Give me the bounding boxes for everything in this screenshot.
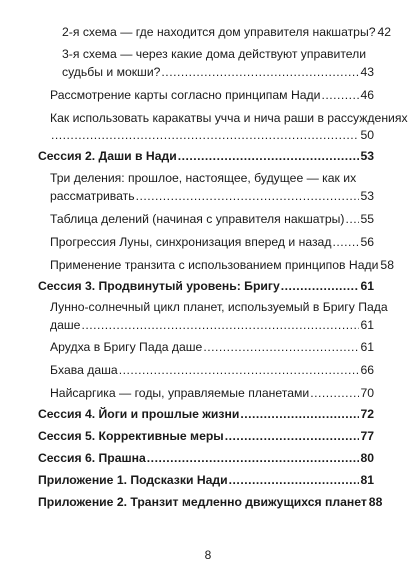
toc-page-number: 46	[360, 88, 374, 102]
toc-leader	[178, 147, 360, 165]
toc-leader	[161, 63, 359, 81]
toc-appendix-entry[interactable]	[38, 471, 374, 489]
toc-entry-title-line: Лунно-солнечный цикл планет, используемый в Бригу Пада	[50, 300, 388, 314]
toc-leader	[51, 126, 359, 144]
toc-entry-title: Найсаргика — годы, управляемые планетами	[50, 386, 310, 400]
toc-page-number: 88	[368, 495, 383, 509]
toc-entry[interactable]	[50, 210, 374, 228]
toc-page-number: 55	[360, 212, 374, 226]
toc-entry[interactable]	[50, 187, 374, 205]
toc-entry-title: Рассмотрение карты согласно принципам Нади	[50, 88, 321, 102]
toc-leader	[332, 233, 359, 251]
toc-entry[interactable]	[50, 126, 374, 144]
toc-entry[interactable]	[50, 384, 374, 402]
toc-entry[interactable]	[50, 316, 374, 334]
toc-entry-title-line: 3-я схема — через какие дома действуют управители	[62, 47, 367, 61]
toc-leader	[225, 427, 360, 445]
toc-page-number: 66	[360, 363, 374, 377]
toc-leader	[310, 384, 359, 402]
toc-entry-title: Прогрессия Луны, синхронизация вперед и назад	[50, 235, 332, 249]
toc-entry[interactable]	[50, 256, 394, 274]
toc-entry[interactable]	[50, 361, 374, 379]
toc-leader	[81, 316, 359, 334]
toc-section-entry[interactable]	[38, 427, 374, 445]
toc-section-title: Сессия 6. Прашна	[38, 451, 146, 465]
toc-entry[interactable]	[62, 23, 392, 41]
toc-page-number: 61	[360, 318, 374, 332]
toc-entry[interactable]	[50, 338, 374, 356]
toc-section-entry[interactable]	[38, 147, 374, 165]
toc-entry[interactable]	[50, 86, 374, 104]
toc-page-number: 70	[360, 386, 374, 400]
toc-page-number: 56	[360, 235, 374, 249]
toc-section-entry[interactable]	[38, 405, 374, 423]
toc-page-number: 77	[360, 429, 374, 443]
toc-entry-title: Таблица делений (начиная с управителя накшатры)	[50, 212, 345, 226]
toc-entry-title: Применение транзита с использованием принципов Нади	[50, 258, 379, 272]
toc-entry-title: 2-я схема — где находится дом управителя накшатры?	[62, 25, 376, 39]
toc-section-entry[interactable]	[38, 277, 374, 295]
toc-section-title: Сессия 4. Йоги и прошлые жизни	[38, 407, 240, 421]
toc-entry-title: судьбы и мокши?	[62, 65, 161, 79]
toc-section-title: Сессия 5. Коррективные меры	[38, 429, 224, 443]
toc-page-number: 81	[360, 473, 374, 487]
toc-leader	[147, 449, 360, 467]
toc-page-number: 61	[360, 279, 374, 293]
toc-page-number: 61	[360, 340, 374, 354]
toc-page-number: 42	[377, 25, 392, 39]
toc-leader	[345, 210, 359, 228]
toc-leader	[281, 277, 360, 295]
toc-page-number: 50	[360, 128, 374, 142]
toc-appendix-title: Приложение 2. Транзит медленно движущихся планет	[38, 495, 367, 509]
toc-entry-title-line: Три деления: прошлое, настоящее, будущее — как их	[50, 171, 357, 185]
toc-leader	[203, 338, 359, 356]
toc-page-number: 53	[360, 149, 374, 163]
toc-leader	[229, 471, 360, 489]
toc-entry-title: рассматривать	[50, 189, 135, 203]
toc-appendix-title: Приложение 1. Подсказки Нади	[38, 473, 228, 487]
toc-entry-title-line: Как использовать каракатвы учча и нича раши в рассуждениях	[50, 111, 408, 125]
toc-page-number: 80	[360, 451, 374, 465]
toc-section-entry[interactable]	[38, 449, 374, 467]
toc-entry-title: Бхава даша	[50, 363, 118, 377]
toc-entry[interactable]	[62, 63, 374, 81]
toc-entry[interactable]	[50, 233, 374, 251]
toc-leader	[240, 405, 359, 423]
toc-appendix-entry[interactable]	[38, 493, 383, 511]
toc-page-number: 43	[360, 65, 374, 79]
toc-page-number: 58	[380, 258, 394, 272]
toc-leader	[136, 187, 360, 205]
toc-section-title: Сессия 3. Продвинутый уровень: Бригу	[38, 279, 280, 293]
toc-page-number: 72	[360, 407, 374, 421]
toc-page-number: 53	[360, 189, 374, 203]
toc-leader	[321, 86, 359, 104]
page-number: 8	[204, 548, 212, 562]
toc-entry-title: даше	[50, 318, 81, 332]
toc-section-title: Сессия 2. Даши в Нади	[38, 149, 177, 163]
toc-leader	[119, 361, 360, 379]
toc-entry-title: Арудха в Бригу Пада даше	[50, 340, 203, 354]
